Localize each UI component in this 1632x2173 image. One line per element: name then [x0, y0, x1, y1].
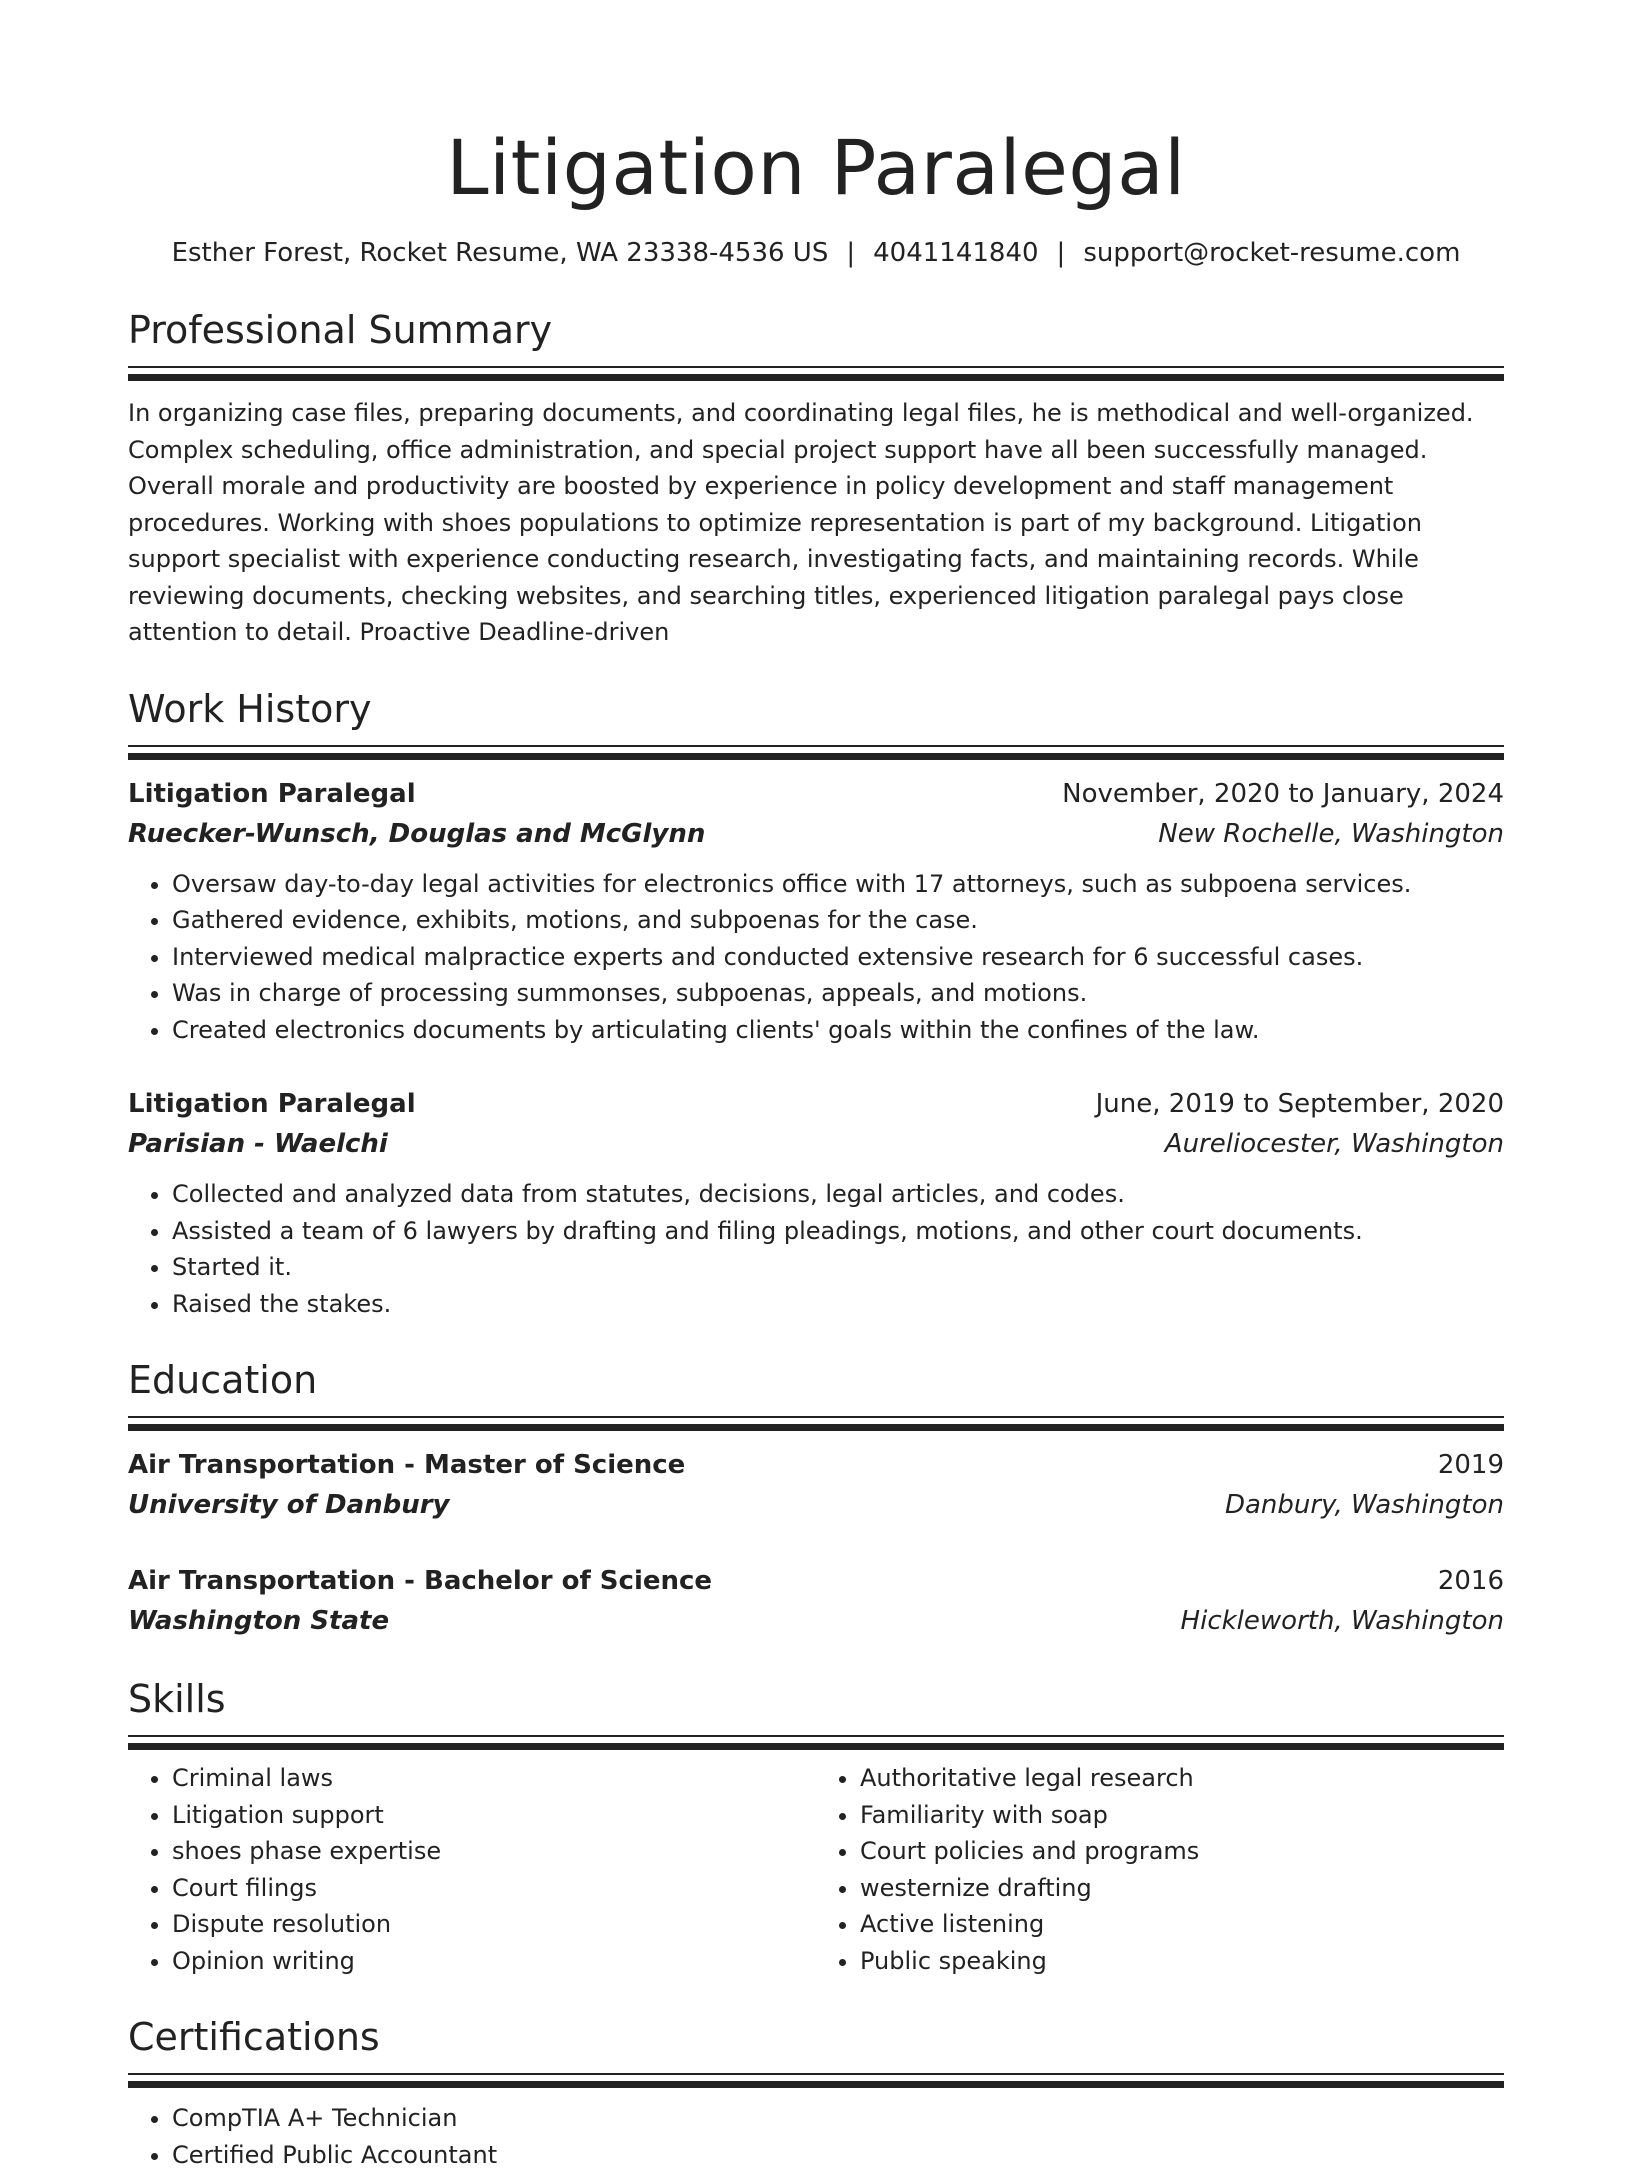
job-dates: November, 2020 to January, 2024	[1062, 774, 1504, 814]
education-entry	[128, 1561, 1504, 1641]
list-item: • Gathered evidence, exhibits, motions, and subpoenas for the case.	[172, 902, 1504, 939]
section-divider	[128, 366, 1504, 381]
list-item: • Court filings	[172, 1870, 816, 1907]
education-school: University of Danbury	[128, 1485, 450, 1525]
education-location: Danbury, Washington	[1225, 1485, 1504, 1525]
list-item: • CompTIA A+ Technician	[172, 2100, 1504, 2137]
section-divider	[128, 745, 1504, 760]
section-title-education: Education	[128, 1356, 1504, 1404]
job-location: Aureliocester, Washington	[1165, 1124, 1504, 1164]
list-item: • Was in charge of processing summonses, subpoenas, appeals, and motions.	[172, 975, 1504, 1012]
summary-section	[128, 306, 1504, 651]
list-item: • Court policies and programs	[860, 1833, 1504, 1870]
skills-list-left	[128, 1760, 816, 1979]
list-item: • Authoritative legal research	[860, 1760, 1504, 1797]
education-year: 2016	[1438, 1561, 1504, 1601]
section-title-work-history: Work History	[128, 685, 1504, 733]
list-item: • Raised the stakes.	[172, 1286, 1504, 1323]
contact-line	[128, 234, 1504, 272]
summary-text: In organizing case files, preparing documents, and coordinating legal files, he is methodical and well-organized. Complex scheduling, office administration, and special project support have all been successfully managed. Overall morale and productivity are boosted by experience in policy development and staff management procedures. Working with shoes populations to optimize representation is part of my background. Litigation support specialist with experience conducting research, investigating facts, and maintaining records. While reviewing documents, checking websites, and searching titles, experienced litigation paralegal pays close attention to detail. Proactive Deadline-driven	[128, 395, 1504, 651]
certifications-list	[128, 2100, 1504, 2173]
list-item: • Oversaw day-to-day legal activities for electronics office with 17 attorneys, such as subpoena services.	[172, 866, 1504, 903]
job-location: New Rochelle, Washington	[1158, 814, 1504, 854]
work-history-section	[128, 685, 1504, 1323]
job-bullets	[128, 1176, 1504, 1322]
job-company: Parisian - Waelchi	[128, 1124, 388, 1164]
list-item: • westernize drafting	[860, 1870, 1504, 1907]
skills-columns	[128, 1760, 1504, 1979]
resume-title: Litigation Paralegal	[128, 120, 1504, 216]
list-item: • Assisted a team of 6 lawyers by drafting and filing pleadings, motions, and other court documents.	[172, 1213, 1504, 1250]
education-year: 2019	[1438, 1445, 1504, 1485]
education-entry	[128, 1445, 1504, 1525]
job-bullets	[128, 866, 1504, 1049]
list-item: • Certified Public Accountant	[172, 2137, 1504, 2173]
list-item: • Active listening	[860, 1906, 1504, 1943]
list-item: • Created electronics documents by articulating clients' goals within the confines of the law.	[172, 1012, 1504, 1049]
section-divider	[128, 1416, 1504, 1431]
job-dates: June, 2019 to September, 2020	[1096, 1084, 1504, 1124]
list-item: • Opinion writing	[172, 1943, 816, 1980]
job-entry	[128, 1084, 1504, 1322]
job-company: Ruecker-Wunsch, Douglas and McGlynn	[128, 814, 705, 854]
section-divider	[128, 1735, 1504, 1750]
section-divider	[128, 2073, 1504, 2088]
contact-email: support@rocket-resume.com	[1083, 238, 1460, 268]
list-item: • shoes phase expertise	[172, 1833, 816, 1870]
list-item: • Familiarity with soap	[860, 1797, 1504, 1834]
job-position: Litigation Paralegal	[128, 1084, 416, 1124]
education-degree: Air Transportation - Master of Science	[128, 1445, 685, 1485]
education-location: Hickleworth, Washington	[1181, 1601, 1504, 1641]
contact-separator: |	[1039, 238, 1084, 268]
education-degree: Air Transportation - Bachelor of Science	[128, 1561, 712, 1601]
skills-list-right	[816, 1760, 1504, 1979]
skills-section	[128, 1675, 1504, 1979]
section-title-certifications: Certifications	[128, 2013, 1504, 2061]
list-item: • Criminal laws	[172, 1760, 816, 1797]
list-item: • Dispute resolution	[172, 1906, 816, 1943]
section-title-skills: Skills	[128, 1675, 1504, 1723]
certifications-section	[128, 2013, 1504, 2173]
education-section	[128, 1356, 1504, 1641]
contact-address: Esther Forest, Rocket Resume, WA 23338-4536 US	[172, 238, 829, 268]
job-position: Litigation Paralegal	[128, 774, 416, 814]
list-item: • Public speaking	[860, 1943, 1504, 1980]
job-entry	[128, 774, 1504, 1049]
education-school: Washington State	[128, 1601, 389, 1641]
list-item: • Collected and analyzed data from statutes, decisions, legal articles, and codes.	[172, 1176, 1504, 1213]
list-item: • Litigation support	[172, 1797, 816, 1834]
list-item: • Interviewed medical malpractice experts and conducted extensive research for 6 successful cases.	[172, 939, 1504, 976]
list-item: • Started it.	[172, 1249, 1504, 1286]
contact-separator: |	[828, 238, 873, 268]
contact-phone: 4041141840	[873, 238, 1038, 268]
section-title-summary: Professional Summary	[128, 306, 1504, 354]
